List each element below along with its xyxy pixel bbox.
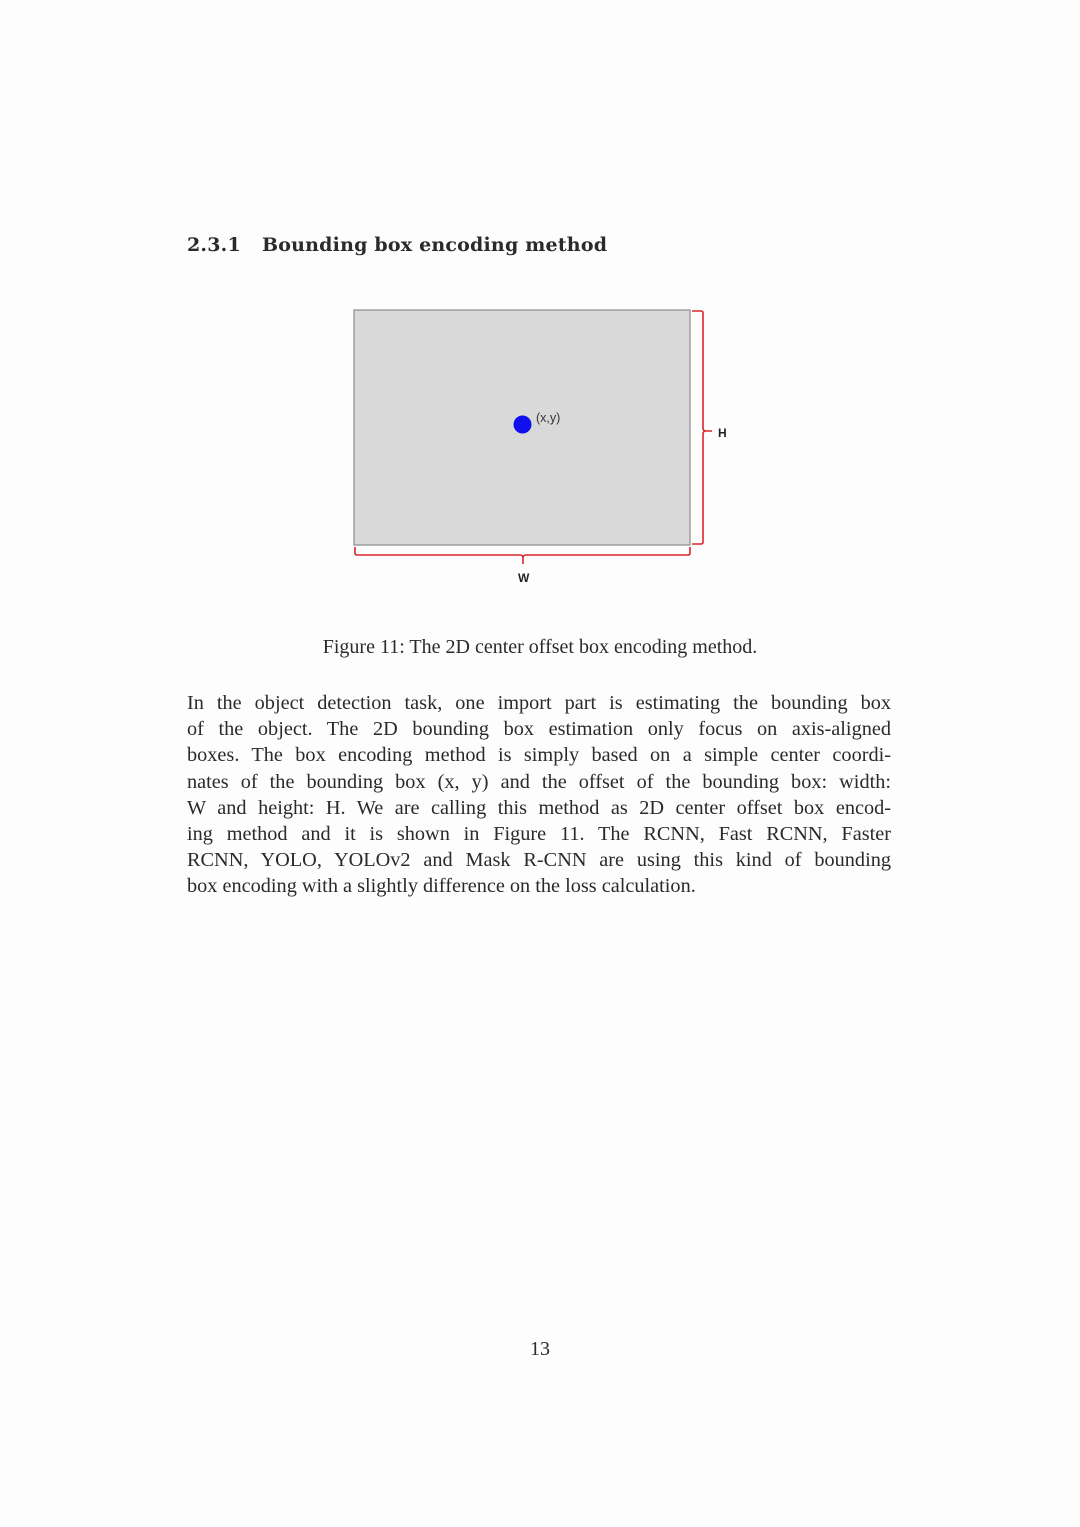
height-label: H [718, 426, 727, 440]
paragraph-line: boxes. The box encoding method is simply based on a simple center coordi- [187, 744, 891, 767]
paragraph-line: In the object detection task, one import part is estimating the bounding box [187, 692, 891, 714]
paragraph-line: box encoding with a slightly difference on the loss calculation. [187, 875, 696, 898]
width-label: W [518, 571, 530, 585]
section-title: Bounding box encoding method [262, 234, 608, 256]
paragraph-line: of the object. The 2D bounding box estimation only focus on axis-aligned [187, 718, 891, 741]
center-point-dot [514, 416, 532, 434]
figure-diagram [340, 300, 740, 600]
page-number: 13 [530, 1338, 550, 1360]
section-heading [187, 234, 607, 256]
figure-caption: Figure 11: The 2D center offset box encoding method. [322, 636, 758, 658]
height-brace [692, 311, 712, 544]
paragraph-line: nates of the bounding box (x, y) and the offset of the bounding box: width: [187, 770, 891, 793]
paragraph-line: W and height: H. We are calling this method as 2D center offset box encod- [187, 796, 891, 819]
figure-bounding-box [340, 300, 740, 600]
center-point-label: (x,y) [536, 411, 561, 425]
paragraph-line: ing method and it is shown in Figure 11. The RCNN, Fast RCNN, Faster [187, 823, 891, 846]
body-paragraph [187, 690, 891, 900]
section-number: 2.3.1 [187, 234, 241, 256]
width-brace [355, 547, 690, 564]
paragraph-line: RCNN, YOLO, YOLOv2 and Mask R-CNN are using this kind of bounding [187, 849, 891, 872]
